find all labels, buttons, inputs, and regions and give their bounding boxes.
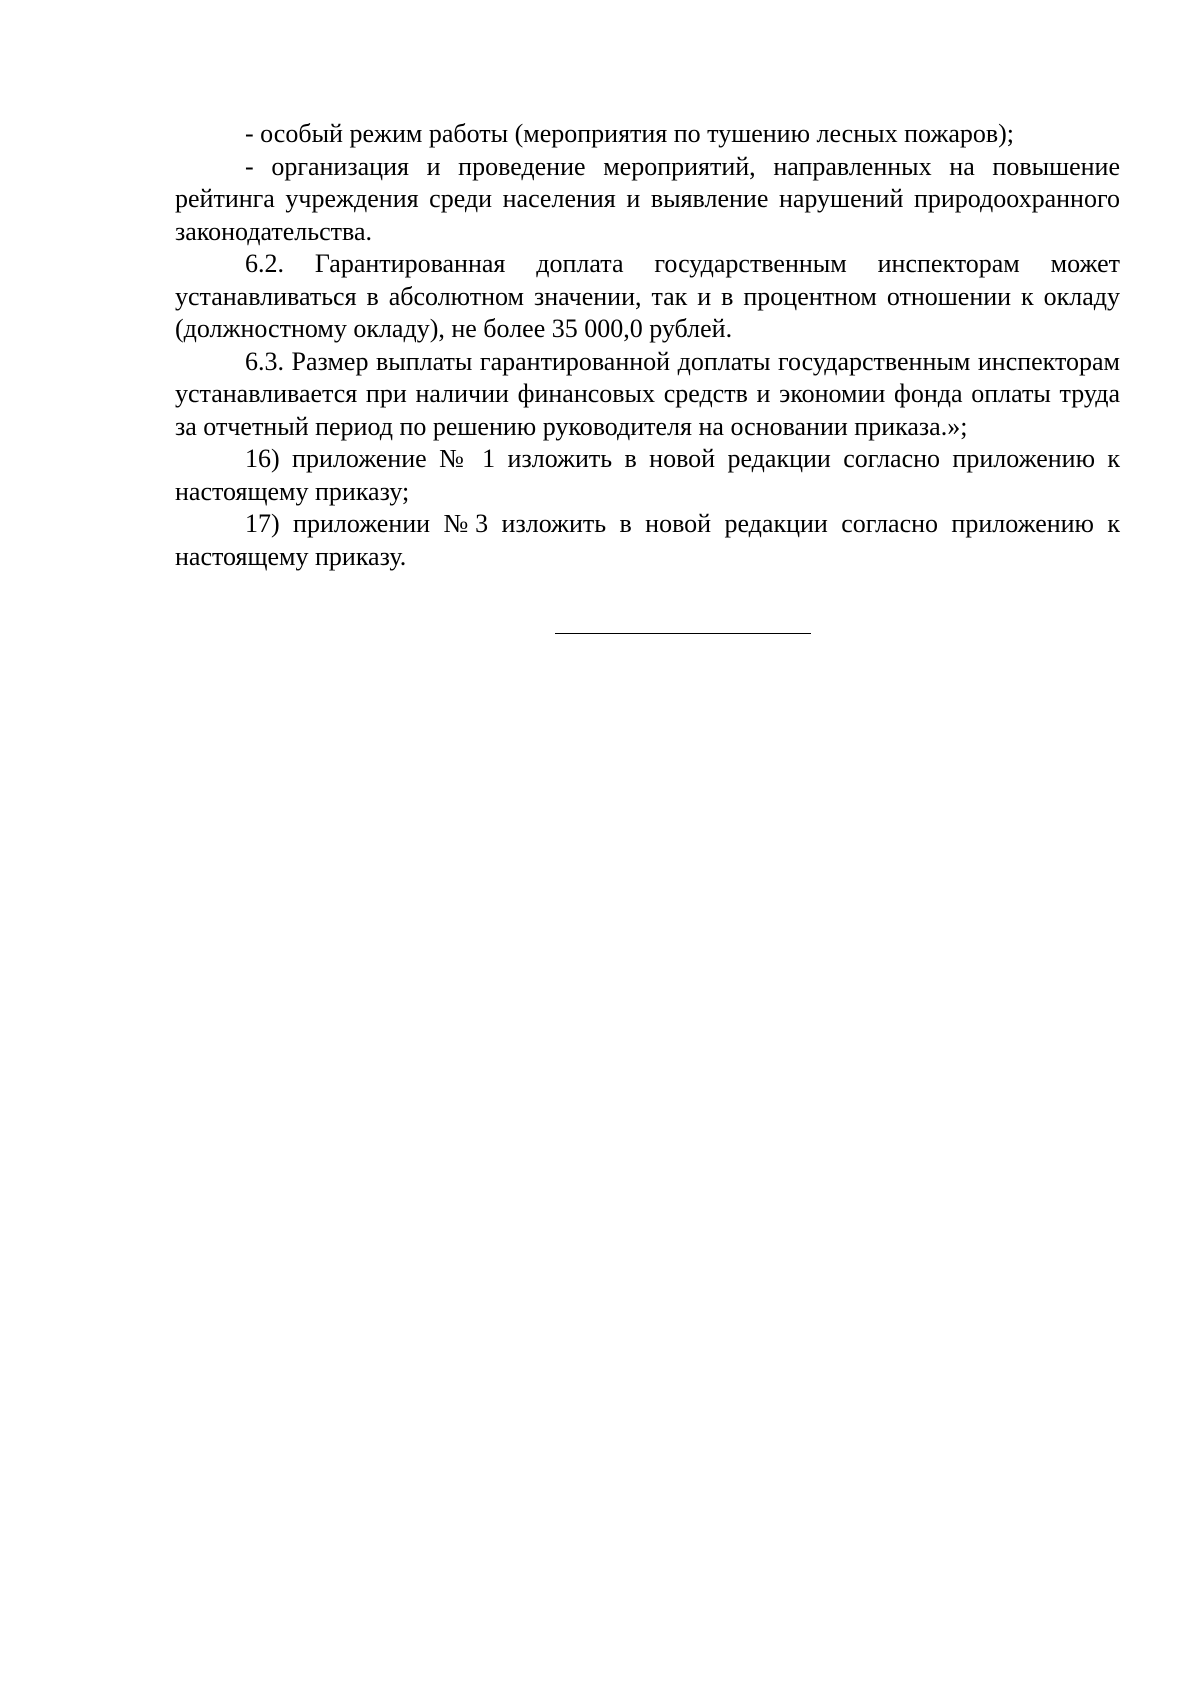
paragraph-events-organization: - организация и проведение мероприятий, направленных на повышение рейтинга учреждения среди населения и выявление нарушений природоохранного законодательства.	[175, 151, 1120, 246]
paragraph-6-2-guaranteed-payment: 6.2. Гарантированная доплата государственным инспекторам может устанавливаться в абсолютном значении, так и в процентном отношении к окладу (должностному окладу), не более 35 000,0 рублей.	[175, 249, 1120, 343]
paragraph-6-3-payment-amount: 6.3. Размер выплаты гарантированной доплаты государственным инспекторам устанавливается при наличии финансовых средств и экономии фонда оплаты труда за отчетный период по решению руководителя на основании приказа.»;	[175, 346, 1120, 441]
paragraph-special-work-mode: - особый режим работы (мероприятия по тушению лесных пожаров);	[245, 119, 1015, 148]
end-divider-line	[555, 633, 811, 634]
document-body	[175, 118, 1120, 573]
paragraph-16-appendix-1: 16) приложение № 1 изложить в новой редакции согласно приложению к настоящему приказу;	[175, 444, 1120, 506]
paragraph-17-appendix-3: 17) приложении №3 изложить в новой редакции согласно приложению к настоящему приказу.	[175, 509, 1120, 571]
